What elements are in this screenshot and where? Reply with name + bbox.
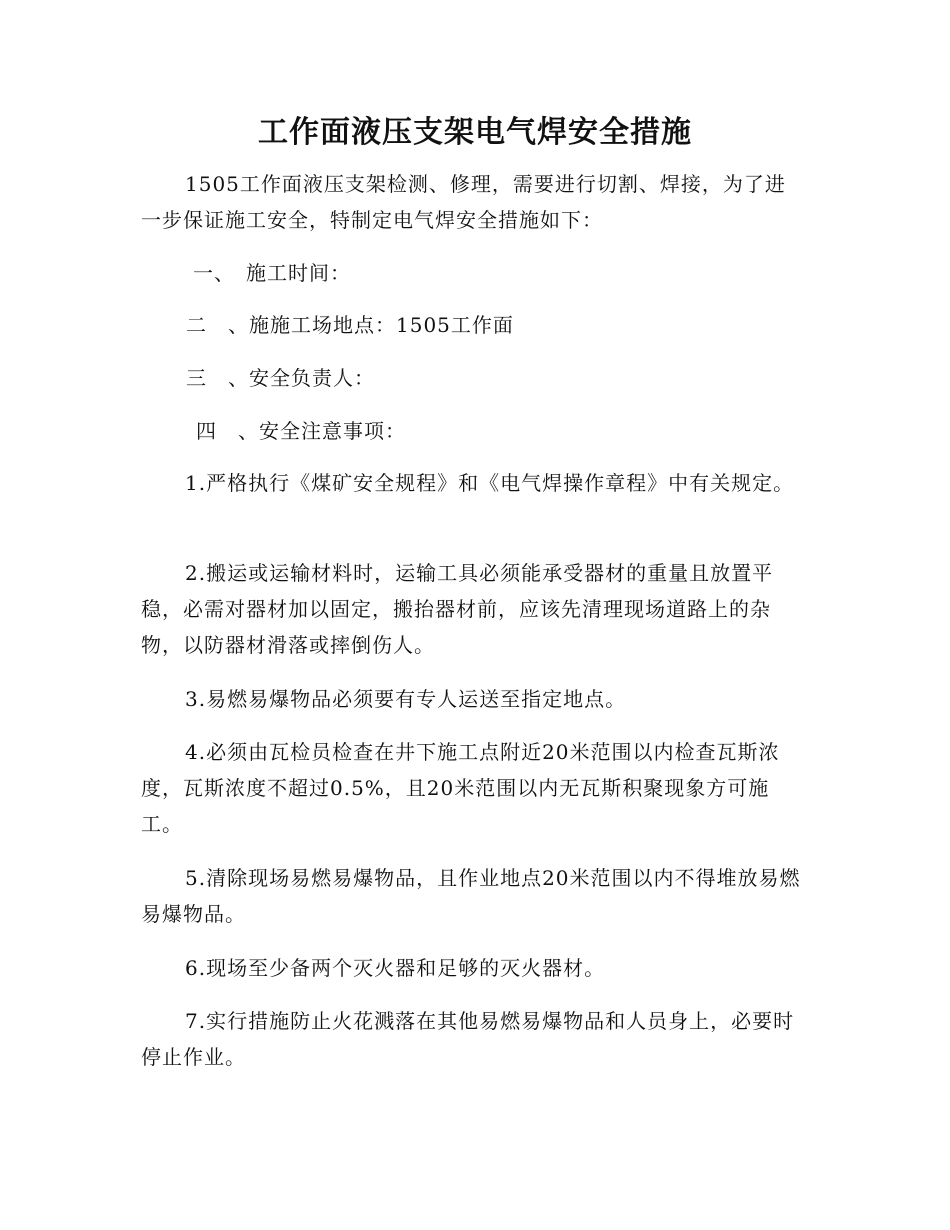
precaution-item-4: 4.必须由瓦检员检查在井下施工点附近20米范围以内检查瓦斯浓度，瓦斯浓度不超过0.5%，且20米范围以内无瓦斯积聚现象方可施工。 [141,740,780,836]
precaution-item-3: 3.易燃易爆物品必须要有专人运送至指定地点。 [185,687,627,711]
precaution-item-2: 2.搬运或运输材料时，运输工具必须能承受器材的重量且放置平稳，必需对器材加以固定，搬抬器材前，应该先清理现场道路上的杂物，以防器材滑落或摔倒伤人。 [141,561,774,657]
precaution-item-6: 6.现场至少备两个灭火器和足够的灭火器材。 [185,956,606,980]
intro-paragraph: 1505工作面液压支架检测、修理，需要进行切割、焊接，为了进一步保证施工安全，特制定电气焊安全措施如下： [141,172,786,232]
section-heading-location: 二 、施施工场地点：1505工作面 [186,313,514,337]
precaution-item-1: 1.严格执行《煤矿安全规程》和《电气焊操作章程》中有关规定。 [185,471,795,495]
section-heading-precautions: 四 、安全注意事项： [196,419,406,443]
precaution-item-7: 7.实行措施防止火花溅落在其他易燃易爆物品和人员身上，必要时停止作业。 [141,1009,795,1069]
section-heading-time: 一、 施工时间： [193,261,351,285]
section-heading-responsible: 三 、安全负责人： [186,366,375,390]
precaution-item-5: 5.清除现场易燃易爆物品，且作业地点20米范围以内不得堆放易燃易爆物品。 [141,866,801,926]
document-title: 工作面液压支架电气焊安全措施 [258,115,692,150]
